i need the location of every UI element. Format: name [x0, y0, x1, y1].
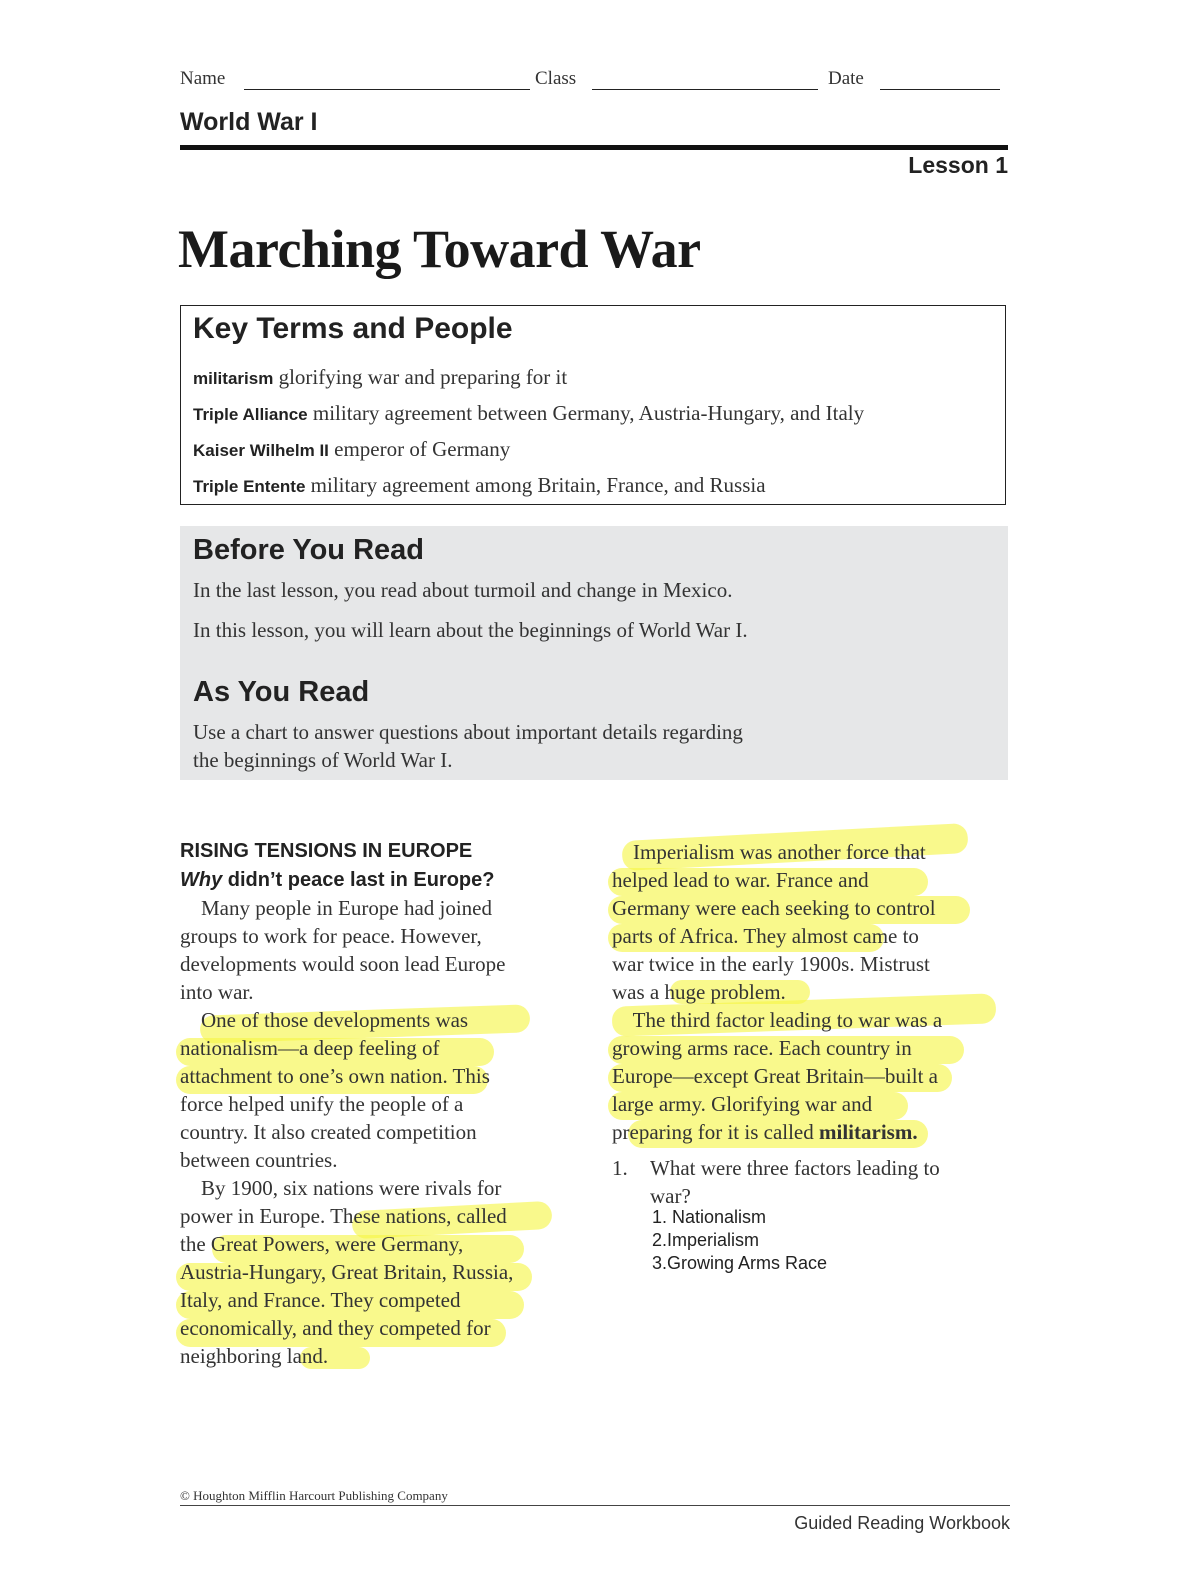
name-label: Name [180, 68, 226, 89]
body-text: preparing for it is called [612, 1120, 820, 1144]
section-heading: RISING TENSIONS IN EUROPE [180, 840, 473, 862]
question-italic: Why [180, 869, 223, 891]
body-line: Europe—except Great Britain—built a [612, 1064, 938, 1088]
class-label: Class [535, 68, 577, 89]
page-title: Marching Toward War [178, 219, 701, 279]
key-term: Triple Alliance [193, 405, 308, 424]
answer-line[interactable]: 3.Growing Arms Race [652, 1253, 828, 1273]
key-term-definition: glorifying war and preparing for it [278, 365, 568, 389]
body-line: economically, and they competed for [180, 1316, 491, 1340]
unit-title: World War I [180, 108, 318, 136]
body-line: the Great Powers, were Germany, [180, 1232, 464, 1256]
answer-line[interactable]: 2.Imperialism [652, 1230, 760, 1250]
footer-rule [180, 1505, 1010, 1506]
key-term: Triple Entente [193, 477, 306, 496]
body-line [612, 1120, 918, 1145]
body-line: groups to work for peace. However, [180, 924, 482, 948]
body-line: attachment to one’s own nation. This [180, 1064, 490, 1088]
workbook-title: Guided Reading Workbook [794, 1513, 1010, 1533]
body-line: Germany were each seeking to control [612, 896, 936, 920]
before-you-read-heading: Before You Read [193, 534, 424, 566]
body-line: war twice in the early 1900s. Mistrust [612, 952, 930, 976]
as-you-read-text: the beginnings of World War I. [193, 748, 453, 772]
name-field[interactable] [244, 89, 530, 90]
key-term-row [193, 473, 766, 498]
key-term-definition: military agreement between Germany, Austria-Hungary, and Italy [312, 401, 865, 425]
body-line: Austria-Hungary, Great Britain, Russia, [180, 1260, 514, 1284]
answer-line[interactable]: 1. Nationalism [652, 1207, 767, 1227]
as-you-read-heading: As You Read [193, 676, 370, 708]
body-line: Imperialism was another force that [612, 840, 926, 864]
as-you-read-text: Use a chart to answer questions about important details regarding [193, 720, 743, 744]
class-field[interactable] [592, 89, 818, 90]
header-rule [180, 145, 1008, 150]
key-term-row [193, 437, 510, 462]
question-text: war? [650, 1184, 691, 1208]
date-field[interactable] [880, 89, 1000, 90]
key-term-definition: military agreement among Britain, France, and Russia [310, 473, 766, 497]
body-line: large army. Glorifying war and [612, 1092, 873, 1116]
body-line: Italy, and France. They competed [180, 1288, 461, 1312]
key-terms-heading: Key Terms and People [193, 312, 513, 345]
key-term-bold: militarism. [819, 1120, 918, 1144]
body-line: parts of Africa. They almost came to [612, 924, 919, 948]
body-line: country. It also created competition [180, 1120, 477, 1144]
body-line: force helped unify the people of a [180, 1092, 464, 1116]
body-line: The third factor leading to war was a [612, 1008, 943, 1032]
body-line: One of those developments was [180, 1008, 469, 1032]
body-line: power in Europe. These nations, called [180, 1204, 507, 1228]
copyright: © Houghton Mifflin Harcourt Publishing Company [180, 1488, 448, 1503]
student-info-header [180, 64, 1010, 94]
question-text: didn’t peace last in Europe? [222, 869, 495, 891]
question-text: What were three factors leading to [650, 1156, 940, 1180]
key-term-row [193, 365, 567, 390]
body-line: growing arms race. Each country in [612, 1036, 912, 1060]
question-number: 1. [612, 1156, 628, 1180]
body-line: between countries. [180, 1148, 338, 1172]
body-line: By 1900, six nations were rivals for [180, 1176, 502, 1200]
date-label: Date [828, 68, 864, 89]
lesson-number: Lesson 1 [908, 152, 1008, 178]
body-line: neighboring land. [180, 1344, 329, 1368]
body-line: helped lead to war. France and [612, 868, 869, 892]
body-line: Many people in Europe had joined [180, 896, 493, 920]
body-line: nationalism—a deep feeling of [180, 1036, 440, 1060]
body-line: into war. [180, 980, 254, 1004]
key-term: militarism [193, 369, 274, 388]
section-question [180, 869, 494, 892]
before-you-read-text: In this lesson, you will learn about the beginnings of World War I. [193, 618, 748, 642]
body-line: developments would soon lead Europe [180, 952, 506, 976]
before-you-read-text: In the last lesson, you read about turmoil and change in Mexico. [193, 578, 733, 602]
key-term-definition: emperor of Germany [334, 437, 511, 461]
key-term: Kaiser Wilhelm II [193, 441, 329, 460]
body-line: was a huge problem. [612, 980, 786, 1004]
key-term-row [193, 401, 864, 426]
